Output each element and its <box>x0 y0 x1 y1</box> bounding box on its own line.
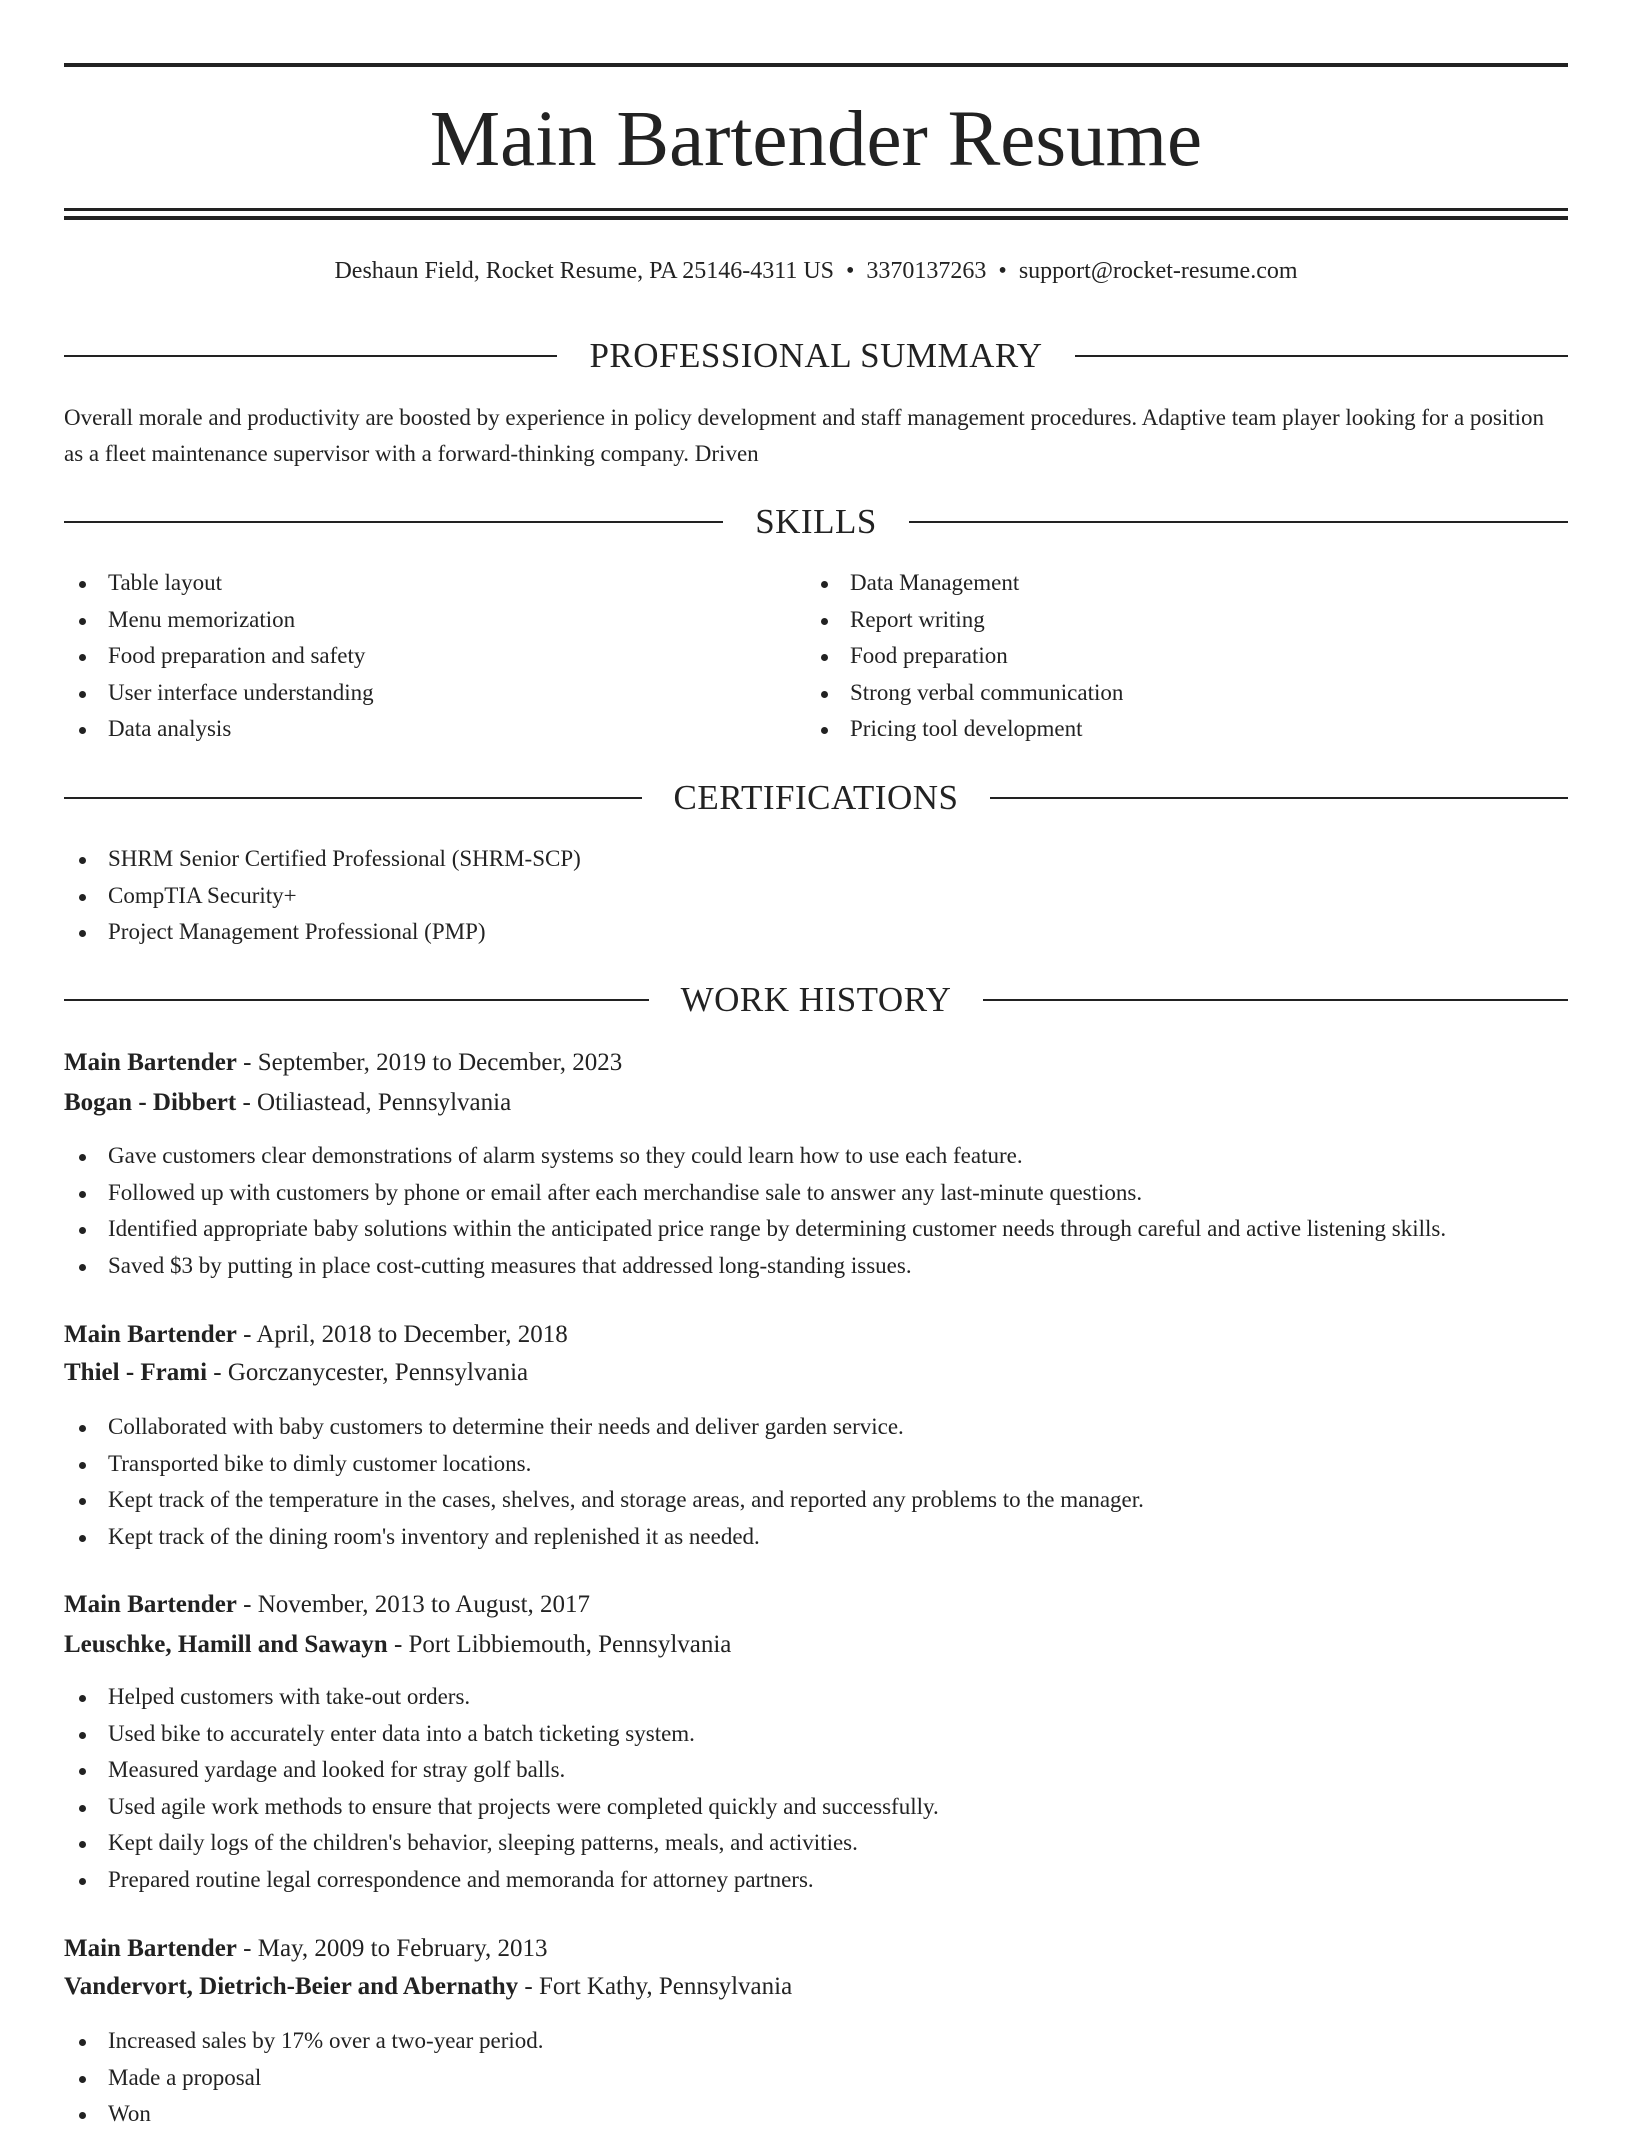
job-company: Leuschke, Hamill and Sawayn <box>64 1631 388 1658</box>
summary-heading-text: PROFESSIONAL SUMMARY <box>589 336 1043 375</box>
heading-rule <box>990 797 1568 799</box>
job-bullet: Won <box>64 2096 1568 2133</box>
contact-address: Deshaun Field, Rocket Resume, PA 25146-4311 US <box>334 258 835 284</box>
work-history-heading-text: WORK HISTORY <box>680 980 952 1019</box>
job-bullet: Gave customers clear demonstrations of alarm systems so they could learn how to use each feature. <box>64 1138 1568 1175</box>
summary-heading <box>64 334 1568 378</box>
job-dates: - September, 2019 to December, 2023 <box>236 1049 623 1076</box>
skill-item: Pricing tool development <box>806 711 1506 748</box>
contact-separator: • <box>998 258 1007 284</box>
contact-separator: • <box>846 258 855 284</box>
job-bullet: Identified appropriate baby solutions within the anticipated price range by determining customer needs through careful and active listening skills. <box>64 1211 1568 1248</box>
job-bullet: Kept track of the dining room's inventory and replenished it as needed. <box>64 1519 1568 1556</box>
skill-item: Food preparation and safety <box>64 638 764 675</box>
job-bullets <box>64 1679 1568 1898</box>
skill-item: Strong verbal communication <box>806 675 1506 712</box>
heading-rule <box>909 521 1568 523</box>
job-bullet: Increased sales by 17% over a two-year period. <box>64 2023 1568 2060</box>
certifications-heading-text: CERTIFICATIONS <box>673 778 959 817</box>
job-company-line <box>64 1627 1568 1663</box>
job-location: - Gorczanycester, Pennsylvania <box>207 1359 529 1386</box>
job-company-line <box>64 1355 1568 1391</box>
job-dates: - May, 2009 to February, 2013 <box>236 1935 548 1962</box>
job-bullets <box>64 2023 1568 2133</box>
heading-rule <box>64 355 557 357</box>
heading-rule <box>64 999 649 1001</box>
job-bullet: Saved $3 by putting in place cost-cutting measures that addressed long-standing issues. <box>64 1248 1568 1285</box>
certification-item: Project Management Professional (PMP) <box>64 914 1568 951</box>
certifications-list <box>64 841 1568 951</box>
heading-rule <box>1075 355 1568 357</box>
job-bullets <box>64 1409 1568 1555</box>
skills-list-left <box>64 565 764 748</box>
job-company: Bogan - Dibbert <box>64 1089 237 1116</box>
job-title-line <box>64 1317 1568 1353</box>
job-bullet: Measured yardage and looked for stray golf balls. <box>64 1752 1568 1789</box>
certification-item: SHRM Senior Certified Professional (SHRM-SCP) <box>64 841 1568 878</box>
skills-heading-text: SKILLS <box>755 502 877 541</box>
job-bullet: Kept daily logs of the children's behavior, sleeping patterns, meals, and activities. <box>64 1825 1568 1862</box>
skill-item: Data analysis <box>64 711 764 748</box>
job-bullet: Followed up with customers by phone or email after each merchandise sale to answer any last-minute questions. <box>64 1175 1568 1212</box>
job-dates: - November, 2013 to August, 2017 <box>236 1591 591 1618</box>
job-company-line <box>64 1085 1568 1121</box>
title-rule-upper <box>64 208 1568 211</box>
job-dates: - April, 2018 to December, 2018 <box>236 1321 568 1348</box>
skill-item: Table layout <box>64 565 764 602</box>
heading-rule <box>64 797 642 799</box>
skills-list-right <box>806 565 1506 748</box>
job-location: - Otiliastead, Pennsylvania <box>236 1089 512 1116</box>
skills-heading <box>64 500 1568 544</box>
job-bullet: Kept track of the temperature in the cases, shelves, and storage areas, and reported any problems to the manager. <box>64 1482 1568 1519</box>
job-title: Main Bartender <box>64 1049 237 1076</box>
job-bullet: Transported bike to dimly customer locations. <box>64 1446 1568 1483</box>
heading-rule <box>983 999 1568 1001</box>
job-bullet: Collaborated with baby customers to determine their needs and deliver garden service. <box>64 1409 1568 1446</box>
job-bullet: Made a proposal <box>64 2060 1568 2097</box>
skill-item: User interface understanding <box>64 675 764 712</box>
job-location: - Port Libbiemouth, Pennsylvania <box>387 1631 732 1658</box>
job-company: Thiel - Frami <box>64 1359 208 1386</box>
title-rule-lower <box>64 216 1568 220</box>
skill-item: Food preparation <box>806 638 1506 675</box>
job-company: Vandervort, Dietrich-Beier and Abernathy <box>64 1973 519 2000</box>
certifications-heading <box>64 776 1568 820</box>
job-bullet: Helped customers with take-out orders. <box>64 1679 1568 1716</box>
job-title-line <box>64 1587 1568 1623</box>
contact-phone: 3370137263 <box>866 258 987 284</box>
summary-text: Overall morale and productivity are boosted by experience in policy development and staff management procedures. Adaptive team player looking for a position as a fleet maintenance supervisor with a forward-thinking company. Driven <box>64 405 1545 466</box>
work-history-heading <box>64 978 1568 1022</box>
resume-title: Main Bartender Resume <box>429 96 1203 183</box>
job-bullets <box>64 1138 1568 1284</box>
top-rule <box>64 63 1568 67</box>
contact-email: support@rocket-resume.com <box>1018 258 1298 284</box>
job-bullet: Used bike to accurately enter data into a batch ticketing system. <box>64 1716 1568 1753</box>
job-title: Main Bartender <box>64 1935 237 1962</box>
job-title-line <box>64 1931 1568 1967</box>
job-bullet: Used agile work methods to ensure that projects were completed quickly and successfully. <box>64 1789 1568 1826</box>
skill-item: Report writing <box>806 602 1506 639</box>
skill-item: Data Management <box>806 565 1506 602</box>
job-title: Main Bartender <box>64 1591 237 1618</box>
job-location: - Fort Kathy, Pennsylvania <box>518 1973 793 2000</box>
job-company-line <box>64 1969 1568 2005</box>
certification-item: CompTIA Security+ <box>64 878 1568 915</box>
contact-line <box>64 254 1568 288</box>
heading-rule <box>64 521 723 523</box>
job-title-line <box>64 1045 1568 1081</box>
skill-item: Menu memorization <box>64 602 764 639</box>
job-title: Main Bartender <box>64 1321 237 1348</box>
job-bullet: Prepared routine legal correspondence and memoranda for attorney partners. <box>64 1862 1568 1899</box>
